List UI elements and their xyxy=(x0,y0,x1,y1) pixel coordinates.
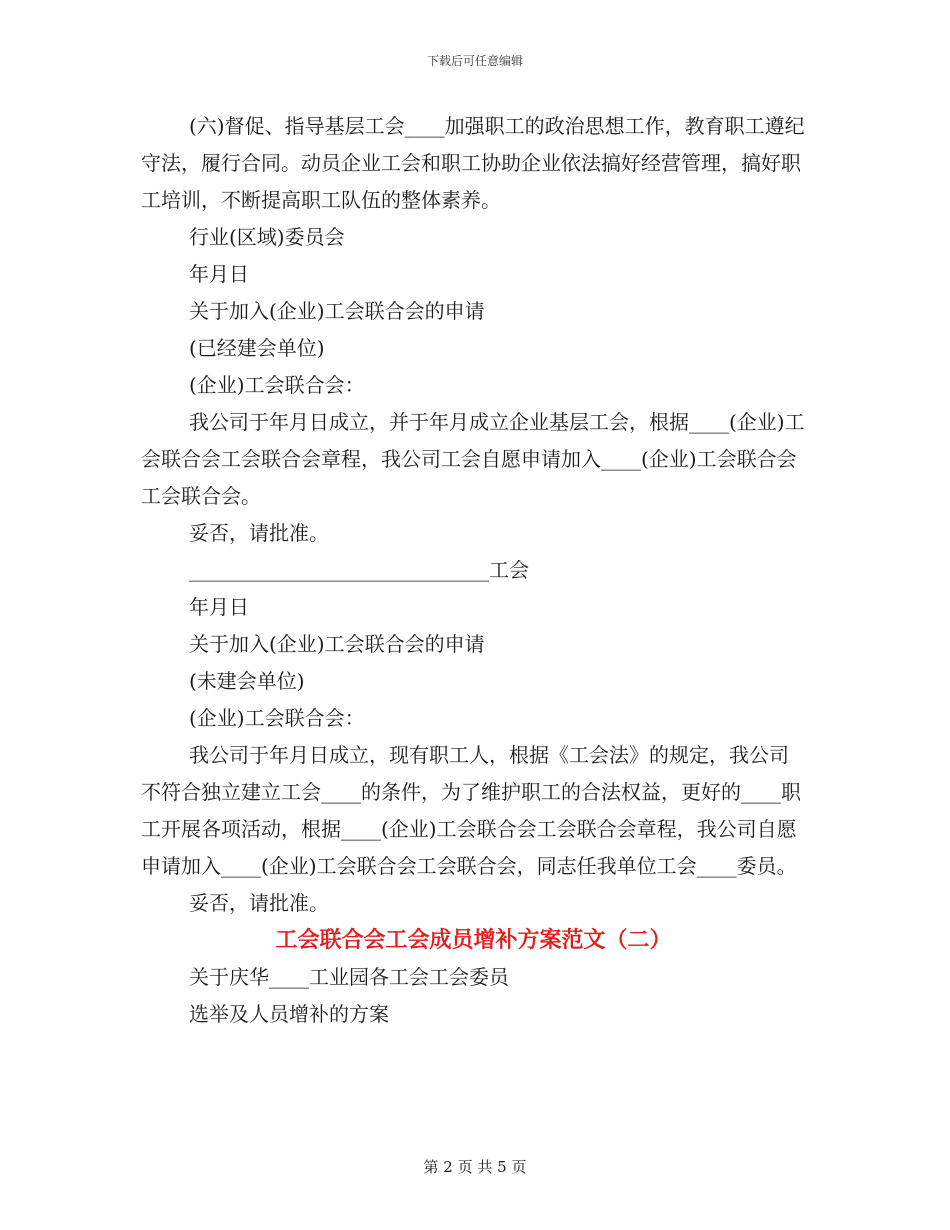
paragraph-approval-request: 妥否，请批准。 xyxy=(189,891,329,915)
paragraph-application-title: 关于加入(企业)工会联合会的申请 xyxy=(189,299,485,323)
paragraph-signature-line: ______________________________工会 xyxy=(189,558,529,582)
paragraph-application-title: 关于加入(企业)工会联合会的申请 xyxy=(189,632,485,656)
page-header: 下载后可任意编辑 xyxy=(426,54,523,68)
paragraph-salutation: (企业)工会联合会： xyxy=(189,373,365,397)
paragraph-date: 年月日 xyxy=(189,262,249,286)
page-footer: 第 2 页 共 5 页 xyxy=(423,1158,527,1176)
section-title: 工会联合会工会成员增补方案范文（二） xyxy=(275,927,672,953)
paragraph-application-body: 我公司于年月日成立，现有职工人，根据《工会法》的规定，我公司不符合独立建立工会____的条件，为了维护职工的合法权益，更好的____职工开展各项活动，根据____(企业)工会联合会工会联合会章程，我公司自愿申请加入____(企业)工会联合会工会联合会，同志任我单位工会____委员。 xyxy=(141,743,801,878)
paragraph-application-body: 我公司于年月日成立，并于年月成立企业基层工会，根据____(企业)工会联合会工会联合会章程，我公司工会自愿申请加入____(企业)工会联合会工会联合会。 xyxy=(141,410,805,508)
paragraph-supervise: (六)督促、指导基层工会____加强职工的政治思想工作，教育职工遵纪守法，履行合同。动员企业工会和职工协助企业依法搞好经营管理，搞好职工培训，不断提高职工队伍的整体素养。 xyxy=(141,114,805,212)
paragraph-plan-title-line-1: 关于庆华____工业园各工会工会委员 xyxy=(189,965,509,989)
paragraph-established-unit: (已经建会单位) xyxy=(189,336,325,360)
paragraph-approval-request: 妥否，请批准。 xyxy=(189,521,329,545)
document-body xyxy=(141,108,806,1033)
paragraph-plan-title-line-2: 选举及人员增补的方案 xyxy=(189,1002,389,1026)
paragraph-date: 年月日 xyxy=(189,595,249,619)
paragraph-committee: 行业(区域)委员会 xyxy=(189,225,345,249)
paragraph-unestablished-unit: (未建会单位) xyxy=(189,669,305,693)
paragraph-salutation: (企业)工会联合会： xyxy=(189,706,365,730)
